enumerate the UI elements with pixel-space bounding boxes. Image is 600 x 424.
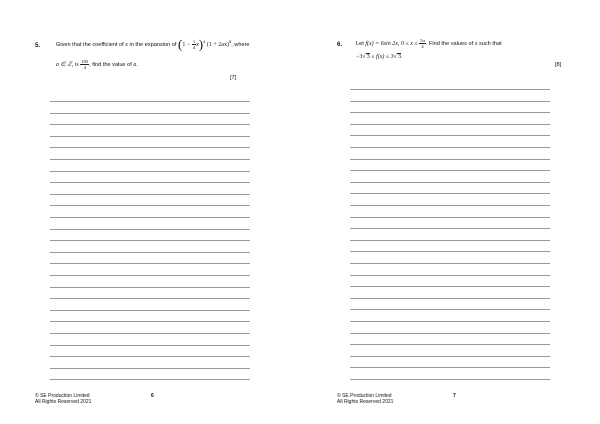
exponent: 5 <box>228 39 232 44</box>
function: f(x) = 6sin 2x, <box>365 40 400 47</box>
fraction <box>80 59 89 70</box>
answer-line[interactable] <box>350 356 550 357</box>
answer-line[interactable] <box>50 345 250 346</box>
inequality <box>356 54 403 61</box>
page-number: 6 <box>151 393 154 399</box>
answer-line[interactable] <box>350 240 550 241</box>
answer-line[interactable] <box>50 159 250 160</box>
question-text-line2 <box>56 59 138 70</box>
answer-line[interactable] <box>350 333 550 334</box>
answer-line[interactable] <box>350 217 550 218</box>
period: . <box>136 61 138 68</box>
answer-line[interactable] <box>350 159 550 160</box>
fraction <box>419 38 426 49</box>
question-number: 6. <box>337 41 343 48</box>
ineq-mid: ≤ f(x) ≤ 3 <box>371 54 394 60</box>
copyright: © SE Production Limited <box>35 393 90 399</box>
question-text-line1 <box>56 38 250 50</box>
text: . Find the values of <box>425 40 474 47</box>
answer-line[interactable] <box>350 321 550 322</box>
answer-line[interactable] <box>350 205 550 206</box>
answer-line[interactable] <box>350 228 550 229</box>
one: 1 − <box>182 41 191 48</box>
answer-line[interactable] <box>350 89 550 90</box>
answer-line[interactable] <box>50 205 250 206</box>
answer-line[interactable] <box>350 344 550 345</box>
answer-line[interactable] <box>350 193 550 194</box>
text: , where <box>231 41 250 48</box>
page-7 <box>300 0 600 424</box>
sqrt-sign: √ <box>393 54 397 60</box>
answer-line[interactable] <box>50 333 250 334</box>
question-number: 5. <box>35 42 41 49</box>
factor: (1 + 2ax) <box>206 41 229 48</box>
period: . <box>400 54 403 60</box>
sqrt-value: 3 <box>366 54 370 60</box>
answer-line[interactable] <box>50 113 250 114</box>
marks: [7] <box>230 75 237 81</box>
answer-line[interactable] <box>350 251 550 252</box>
answer-line[interactable] <box>50 171 250 172</box>
answer-line[interactable] <box>50 310 250 311</box>
condition: a ∈ ℤ, is <box>56 61 79 68</box>
answer-line[interactable] <box>50 136 250 137</box>
answer-line[interactable] <box>50 263 250 264</box>
frac-num: 105 <box>81 59 89 64</box>
footer <box>337 393 393 405</box>
answer-line[interactable] <box>350 275 550 276</box>
answer-line[interactable] <box>350 298 550 299</box>
footer <box>35 393 91 405</box>
answer-line[interactable] <box>50 217 250 218</box>
answer-line[interactable] <box>350 135 550 136</box>
rights: All Rights Reserved 2021 <box>337 399 394 405</box>
sqrt-value: 3 <box>397 54 401 60</box>
answer-line[interactable] <box>350 263 550 264</box>
text: , find the value of <box>89 61 132 68</box>
question-text-line1 <box>356 38 502 49</box>
frac-num: 5π <box>420 38 425 43</box>
answer-line[interactable] <box>50 298 250 299</box>
copyright: © SE Production Limited <box>337 393 392 399</box>
answer-line[interactable] <box>50 356 250 357</box>
sqrt-sign: √ <box>362 54 366 60</box>
answer-line[interactable] <box>50 321 250 322</box>
answer-line[interactable] <box>50 240 250 241</box>
text: in the expansion of <box>129 41 177 48</box>
exponent: 4 <box>203 39 206 44</box>
paren: ) <box>198 36 204 52</box>
answer-line[interactable] <box>50 229 250 230</box>
text: Let <box>356 40 364 47</box>
answer-line[interactable] <box>50 368 250 369</box>
answer-line[interactable] <box>350 309 550 310</box>
rights: All Rights Reserved 2021 <box>35 399 92 405</box>
answer-line[interactable] <box>50 124 250 125</box>
answer-line[interactable] <box>50 182 250 183</box>
answer-line[interactable] <box>350 124 550 125</box>
answer-line[interactable] <box>50 101 250 102</box>
answer-line[interactable] <box>50 194 250 195</box>
answer-line[interactable] <box>50 379 250 380</box>
answer-line[interactable] <box>350 286 550 287</box>
answer-line[interactable] <box>350 367 550 368</box>
frac-den: 4 <box>83 65 86 70</box>
frac-den: 4 <box>421 44 424 49</box>
answer-line[interactable] <box>350 112 550 113</box>
answer-line[interactable] <box>50 287 250 288</box>
answer-line[interactable] <box>350 379 550 380</box>
ineq-left: −3 <box>356 54 363 60</box>
page-number: 7 <box>453 393 456 399</box>
answer-line[interactable] <box>350 170 550 171</box>
marks: [8] <box>555 62 562 68</box>
answer-line[interactable] <box>50 275 250 276</box>
answer-line[interactable] <box>350 182 550 183</box>
variable: x <box>125 41 128 48</box>
answer-line[interactable] <box>350 101 550 102</box>
answer-line[interactable] <box>350 147 550 148</box>
text: Given that the coefficient of <box>56 41 124 48</box>
frac-den: 4 <box>192 44 196 50</box>
text: such that <box>478 40 502 47</box>
answer-line[interactable] <box>50 252 250 253</box>
variable: a <box>133 61 137 68</box>
answer-line[interactable] <box>50 147 250 148</box>
frac-num: 1 <box>192 38 196 44</box>
var-x: x <box>196 41 199 48</box>
paren: ( <box>178 36 183 52</box>
domain: 0 ≤ x ≤ <box>400 40 418 47</box>
variable: x <box>474 40 478 47</box>
